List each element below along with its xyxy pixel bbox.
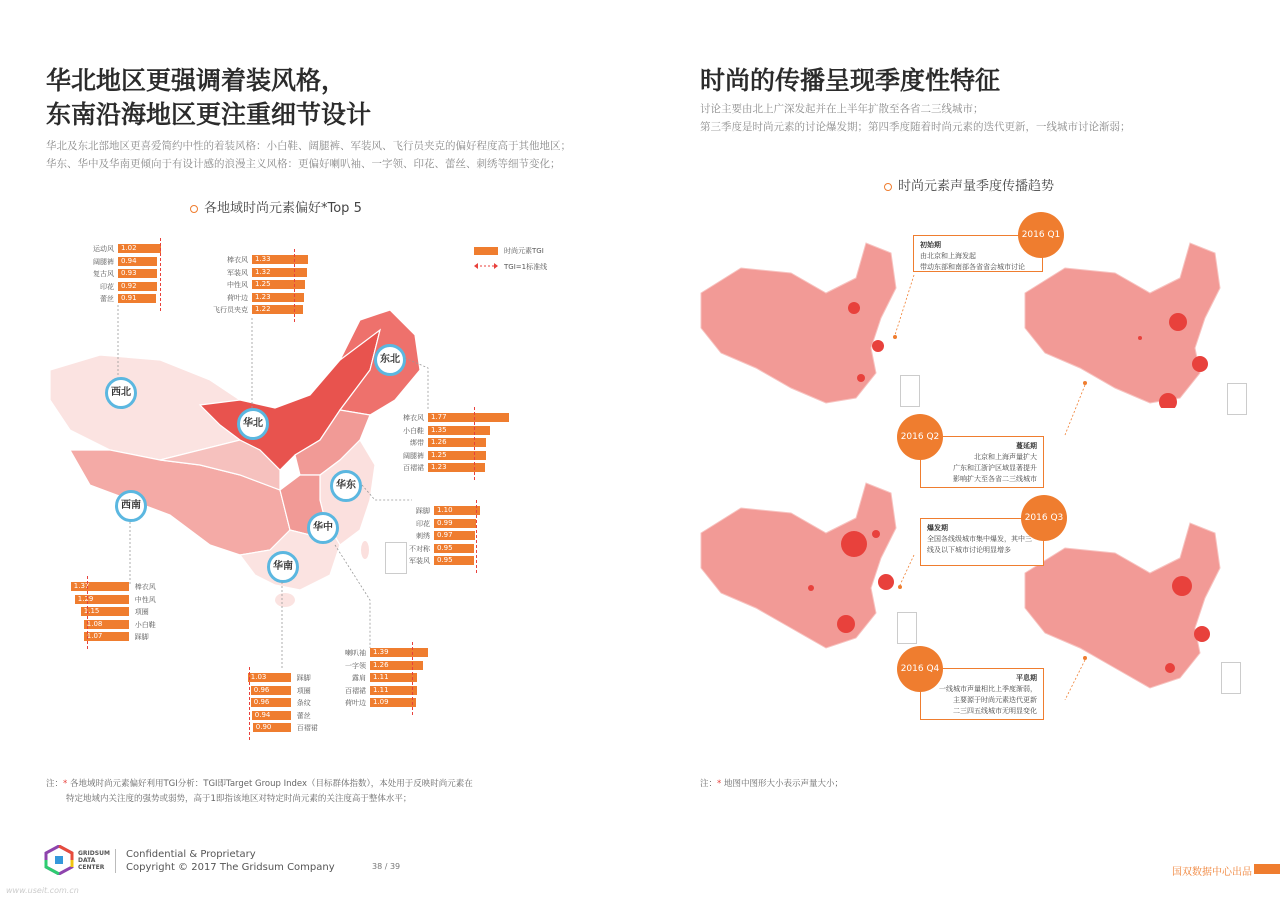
q3-line1: 全国各线级城市集中爆发，其中三	[927, 535, 1032, 543]
right-subtitle-line2: 第三季度是时尚元素的讨论爆发期；第四季度随着时尚元素的迭代更新，一线城市讨论渐弱；	[700, 121, 1131, 133]
tgi-bar: 1.07	[84, 632, 129, 641]
left-subtitle-line1: 华北及东北部地区更喜爱简约中性的着装风格：小白鞋、阔腿裤、军装风、飞行员夹克的偏好程度高于其他地区；	[46, 140, 571, 152]
map-q1	[696, 238, 906, 408]
map-q3	[696, 478, 906, 653]
tgi-bar: 1.03	[248, 673, 291, 682]
brand-bar	[1254, 864, 1280, 874]
bar-label: 条纹	[296, 699, 311, 707]
right-note-star: *	[717, 779, 722, 789]
tgi-bar: 1.23	[252, 293, 304, 302]
bar-label: 军装风	[409, 557, 430, 565]
bar-label: 荷叶边	[227, 293, 248, 302]
tgi-reference-line	[412, 642, 413, 715]
tgi-bar: 1.08	[84, 620, 129, 629]
bars-huadong	[400, 506, 510, 566]
gridsum-logo-icon	[44, 845, 74, 875]
q1-line1: 由北京和上海发起	[920, 252, 976, 260]
bars-huazhong	[336, 648, 456, 708]
bar-label: 蕾丝	[296, 711, 311, 720]
bar-label: 刺绣	[416, 532, 430, 540]
bar-label: 飞行员夹克	[213, 306, 248, 314]
south-sea-inset-q2	[1227, 383, 1247, 415]
legend-line-label: TGI=1标准线	[504, 263, 548, 271]
watermark: www.useit.com.cn	[6, 886, 79, 895]
tgi-bar: 0.96	[251, 698, 291, 707]
tgi-bar: 0.90	[253, 723, 291, 732]
tgi-bar: 1.26	[370, 661, 423, 670]
left-note-line2: 特定地域内关注度的强势或弱势，高于1即指该地区对特定时尚元素的关注度高于整体水平；	[66, 794, 412, 804]
bar-label: 百褶裙	[296, 724, 318, 732]
bar-label: 百褶裙	[345, 686, 366, 695]
bar-label: 阔腿裤	[93, 257, 114, 266]
bar-label: 喇叭袖	[345, 649, 366, 657]
tgi-bar: 0.94	[118, 257, 157, 266]
tgi-reference-line	[87, 576, 88, 649]
tgi-bar: 1.29	[75, 595, 129, 604]
tgi-bar: 1.11	[370, 686, 417, 695]
tgi-bar: 1.39	[370, 648, 428, 657]
bar-label: 项圈	[296, 686, 311, 695]
region-marker-huadong: 华东	[330, 470, 362, 502]
bar-label: 荷叶边	[345, 699, 366, 707]
right-title: 时尚的传播呈现季度性特征	[700, 66, 1001, 95]
bar-label: 露肩	[352, 674, 366, 682]
q4-line1: 一线城市声量相比上季度渐弱，	[939, 685, 1037, 693]
tgi-bar: 1.09	[370, 698, 416, 707]
tgi-bar: 0.91	[118, 294, 156, 303]
q3-badge: 2016 Q3	[1021, 495, 1067, 541]
bullet-icon	[884, 183, 892, 191]
left-note-line1	[46, 777, 473, 792]
bar-label: 百褶裙	[403, 464, 424, 472]
region-marker-huanan: 华南	[267, 551, 299, 583]
south-sea-inset-q4	[1221, 662, 1241, 694]
tgi-bar: 0.94	[252, 711, 291, 720]
bar-label: 军装风	[227, 268, 248, 277]
footer-confidential: Confidential & Proprietary	[126, 849, 256, 860]
bar-label: 绑带	[410, 439, 424, 447]
note-text-1: 各地域时尚元素偏好利用TGI分析：TGI即Target Group Index（目标群体指数），本处用于反映时尚元素在	[69, 779, 473, 789]
bars-huanan	[232, 673, 342, 733]
right-note-text: 地图中图形大小表示声量大小；	[723, 779, 843, 789]
right-note	[700, 777, 843, 792]
tgi-bar: 0.96	[251, 686, 291, 695]
region-marker-huabei: 华北	[237, 408, 269, 440]
bar-label: 踩脚	[134, 633, 149, 641]
bar-label: 复古风	[93, 270, 114, 278]
right-chart-title	[884, 175, 1054, 194]
q2-head: 蔓延期	[1016, 442, 1037, 450]
tgi-bar: 1.26	[428, 438, 486, 447]
bars-huabei	[206, 255, 326, 315]
bar-label: 踩脚	[296, 674, 311, 682]
bars-xinan	[70, 582, 190, 642]
bars-xibei	[84, 244, 184, 304]
note-prefix: 注：	[46, 779, 64, 789]
q4-head: 平息期	[1016, 674, 1037, 682]
bar-label: 踩脚	[416, 507, 430, 515]
q1-badge: 2016 Q1	[1018, 212, 1064, 258]
connector-lines	[0, 0, 640, 760]
tgi-bar: 0.99	[434, 519, 476, 528]
q4-line3: 二三四五线城市无明显变化	[953, 707, 1037, 715]
bar-label: 中性风	[227, 281, 248, 289]
left-subtitle-line2: 华东、华中及华南更倾向于有设计感的浪漫主义风格：更偏好喇叭袖、一字领、印花、蕾丝、刺绣等细节变化；	[46, 158, 561, 170]
right-subtitle-line1: 讨论主要由北上广深发起并在上半年扩散至各省二三线城市；	[700, 103, 984, 115]
bar-label: 一字领	[345, 661, 366, 670]
q2-line1: 北京和上海声量扩大	[974, 453, 1037, 461]
region-marker-xibei: 西北	[105, 377, 137, 409]
q3-head: 爆发期	[927, 524, 948, 532]
tgi-reference-line	[474, 407, 475, 480]
tgi-bar: 1.77	[428, 413, 509, 422]
page-number: 38 / 39	[372, 862, 401, 871]
tgi-bar: 1.32	[252, 268, 307, 277]
footer-divider	[115, 849, 116, 873]
tgi-bar: 1.15	[81, 607, 129, 616]
tgi-bar: 0.97	[434, 531, 475, 540]
tgi-bar: 1.02	[118, 244, 161, 253]
logo-text	[78, 850, 110, 871]
tgi-bar: 1.25	[428, 451, 486, 460]
tgi-reference-line	[476, 500, 477, 573]
q2-line3: 影响扩大至各省二三线城市	[953, 475, 1037, 483]
left-title-line2: 东南沿海地区更注重细节设计	[46, 100, 372, 129]
footer-copyright: Copyright © 2017 The Gridsum Company	[126, 862, 335, 873]
tgi-bar: 0.95	[434, 556, 474, 565]
q2-line2: 广东和江浙沪区域显著提升	[953, 464, 1037, 472]
tgi-bar: 0.95	[434, 544, 474, 553]
q1-line2: 带动东部和南部各省省会城市讨论	[920, 263, 1025, 271]
tgi-bar: 1.37	[71, 582, 129, 591]
left-chart-title-text: 各地域时尚元素偏好*Top 5	[204, 201, 362, 216]
bar-label: 阔腿裤	[403, 451, 424, 460]
tgi-bar: 1.23	[428, 463, 485, 472]
tgi-bar: 1.25	[252, 280, 305, 289]
left-title-line1: 华北地区更强调着装风格，	[46, 66, 347, 95]
right-chart-title-text: 时尚元素声量季度传播趋势	[898, 179, 1055, 194]
logo-line3: CENTER	[78, 864, 105, 871]
region-marker-huazhong: 华中	[307, 512, 339, 544]
bars-dongbei	[390, 413, 530, 473]
bar-label: 印花	[416, 519, 430, 528]
tgi-bar: 1.10	[434, 506, 480, 515]
tgi-bar: 1.35	[428, 426, 490, 435]
tgi-reference-line	[294, 249, 295, 322]
tgi-bar: 0.93	[118, 269, 157, 278]
bar-label: 蕾丝	[100, 295, 114, 303]
region-marker-dongbei: 东北	[374, 344, 406, 376]
bar-label: 中性风	[134, 595, 156, 604]
tgi-bar: 1.33	[252, 255, 308, 264]
note-star: *	[63, 779, 68, 789]
tgi-bar: 0.92	[118, 282, 157, 291]
q4-badge: 2016 Q4	[897, 646, 943, 692]
q2-badge: 2016 Q2	[897, 414, 943, 460]
bar-label: 棒衣风	[403, 414, 424, 422]
bar-label: 运动风	[93, 245, 114, 253]
q3-line2: 线及以下城市讨论明显增多	[927, 546, 1011, 554]
q4-line2: 主要源于时尚元素迭代更新	[953, 696, 1037, 704]
bar-label: 不对称	[409, 544, 430, 553]
tgi-bar: 1.11	[370, 673, 417, 682]
bar-label: 小白鞋	[403, 426, 424, 435]
bar-label: 项圈	[134, 608, 149, 616]
legend-bar-label: 时尚元素TGI	[504, 247, 544, 255]
tgi-reference-line	[249, 667, 250, 740]
q1-head: 初始期	[920, 241, 941, 249]
bar-label: 棒衣风	[134, 583, 156, 591]
tgi-bar: 1.22	[252, 305, 303, 314]
region-marker-xinan: 西南	[115, 490, 147, 522]
tgi-reference-line	[160, 238, 161, 311]
brand-text: 国双数据中心出品	[1172, 867, 1252, 878]
logo-line1: GRIDSUM	[78, 850, 110, 857]
bar-label: 小白鞋	[134, 620, 156, 629]
bar-label: 印花	[100, 282, 114, 291]
right-note-prefix: 注：	[700, 779, 718, 789]
bar-label: 棒衣风	[227, 256, 248, 264]
logo-line2: DATA	[78, 857, 96, 864]
